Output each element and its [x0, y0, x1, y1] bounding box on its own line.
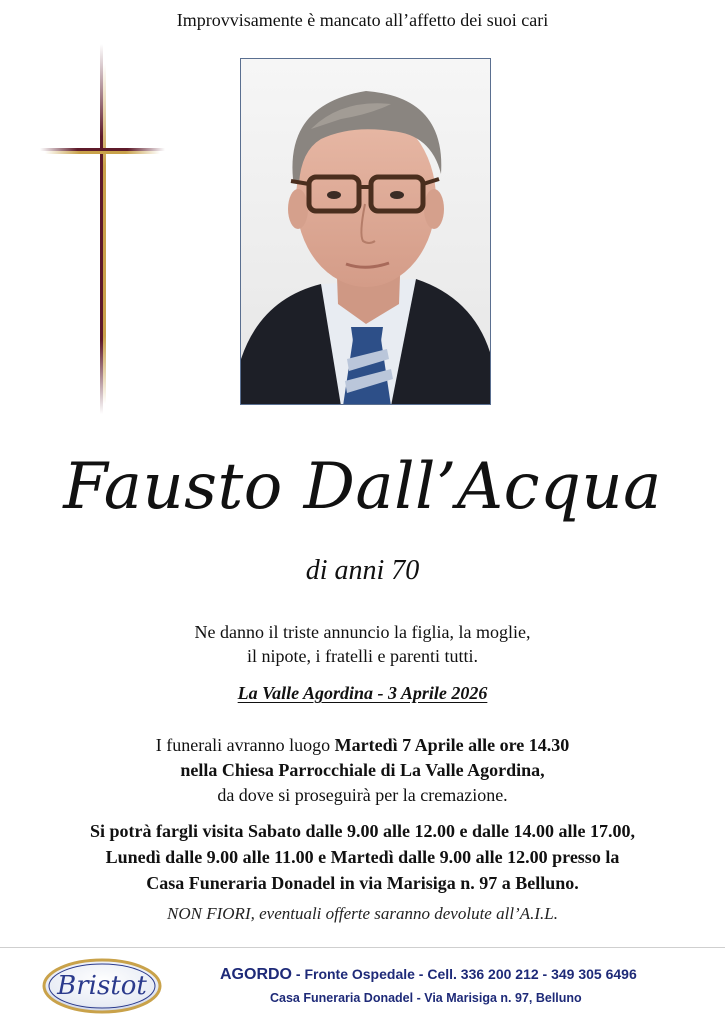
intro-text: Improvvisamente è mancato all’affetto dei suoi cari — [176, 10, 549, 30]
logo-text: Bristot — [57, 971, 147, 1001]
visit-info — [0, 818, 725, 896]
announcement-line: Ne danno il triste annuncio la figlia, la moglie, — [194, 622, 531, 642]
bristot-logo — [42, 958, 162, 1014]
visit-line: Lunedì dalle 9.00 alle 11.00 e Martedì dalle 9.00 alle 12.00 presso la — [105, 847, 620, 867]
funeral-info — [0, 733, 725, 808]
place-date-text: La Valle Agordina - 3 Aprile 2026 — [237, 683, 488, 703]
announcement — [0, 620, 725, 668]
footer-address: Casa Funeraria Donadel - Via Marisiga n. 97, Belluno — [270, 991, 582, 1005]
visit-line: Si potrà fargli visita Sabato dalle 9.00 alle 12.00 e dalle 14.00 alle 17.00, — [90, 821, 635, 841]
no-flowers-note: NON FIORI, eventuali offerte saranno devolute all’A.I.L. — [167, 904, 558, 923]
funeral-line-1-text: I funerali avranno luogo — [155, 735, 335, 755]
portrait-photo — [240, 58, 491, 405]
announcement-line: il nipote, i fratelli e parenti tutti. — [247, 646, 478, 666]
age-text: di anni 70 — [305, 555, 420, 586]
funeral-date-time: Martedì 7 Aprile alle ore 14.30 — [334, 735, 570, 755]
footer-town: AGORDO — [220, 966, 292, 983]
cross-icon — [40, 44, 165, 414]
footer-contact — [220, 966, 637, 984]
footer-contact-rest: - Fronte Ospedale - Cell. 336 200 212 - 349 305 6496 — [292, 966, 637, 982]
funeral-church: nella Chiesa Parrocchiale di La Valle Agordina, — [180, 760, 545, 780]
deceased-name: Fausto Dall’Acqua — [63, 450, 662, 524]
visit-line: Casa Funeraria Donadel in via Marisiga n. 97 a Belluno. — [146, 873, 579, 893]
funeral-line-1 — [0, 733, 725, 758]
funeral-line-3: da dove si proseguirà per la cremazione. — [217, 785, 508, 805]
funeral-line-2 — [0, 758, 725, 783]
place-date — [0, 683, 725, 704]
footer-divider — [0, 947, 725, 948]
